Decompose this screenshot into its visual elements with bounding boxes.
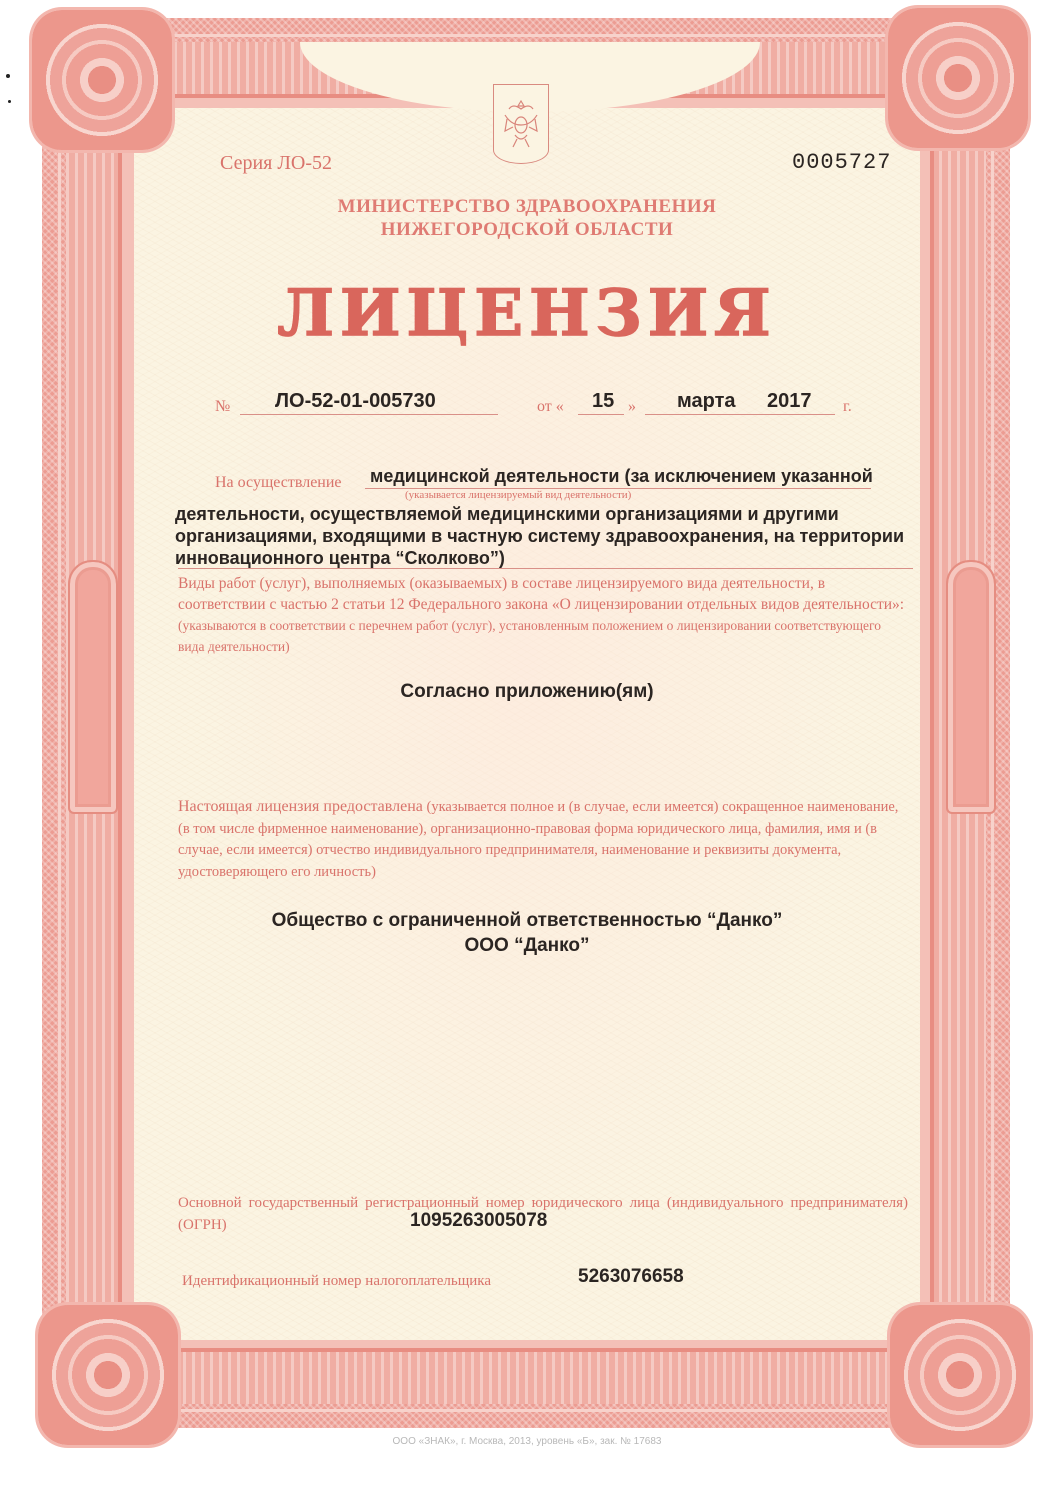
licensee-block bbox=[178, 796, 908, 883]
corner-rosette-icon bbox=[890, 1305, 1030, 1445]
inn-value: 5263076658 bbox=[578, 1266, 684, 1287]
day-underline bbox=[578, 414, 624, 415]
coat-of-arms-icon bbox=[493, 84, 549, 164]
work-types-hint: (указываются в соответствии с перечнем работ (услуг), установленным положением о лицензировании соответствующего вида деятельности) bbox=[178, 618, 881, 654]
series-label: Серия ЛО-52 bbox=[220, 152, 333, 174]
issue-day: 15 bbox=[592, 390, 615, 412]
right-pillar-ornament bbox=[946, 560, 996, 814]
scan-speck bbox=[6, 74, 10, 78]
printer-imprint: ООО «ЗНАК», г. Москва, 2013, уровень «Б», зак. № 17683 bbox=[392, 1436, 662, 1447]
activity-line1: медицинской деятельности (за исключением указанной bbox=[370, 466, 873, 486]
corner-rosette-icon bbox=[888, 8, 1028, 148]
number-sign: № bbox=[215, 398, 231, 415]
licensee-short-name: ООО “Данко” bbox=[464, 935, 590, 956]
serial-number: 0005727 bbox=[792, 150, 892, 175]
ogrn-value: 1095263005078 bbox=[410, 1210, 548, 1231]
ministry-name-line2: НИЖЕГОРОДСКОЙ ОБЛАСТИ bbox=[380, 219, 674, 240]
work-types-block bbox=[178, 573, 908, 657]
left-pillar-ornament bbox=[68, 560, 118, 814]
activity-end-underline bbox=[178, 568, 913, 569]
document-title: ЛИЦЕНЗИЯ bbox=[134, 276, 920, 351]
activity-continuation: деятельности, осуществляемой медицинскими организациями и другими организациями, входящими в частную систему здравоохранения, на территории инновационного центра “Сколково”) bbox=[175, 504, 905, 568]
licensee-hint: (указывается полное и (в случае, если имеется) сокращенное наименование, (в том числе фирменное наименование), организационно-правовая форма юридического лица, фамилия, имя и (в случае, если имеется) отчество индивидуального предпринимателя, наименование и реквизиты документа, удостоверяющего его личность) bbox=[178, 799, 899, 880]
ogrn-label: Основной государственный регистрационный номер юридического лица (индивидуального предпринимателя) (ОГРН) bbox=[178, 1195, 908, 1233]
month-year-underline bbox=[645, 414, 835, 415]
issue-year: 2017 bbox=[767, 390, 812, 412]
work-types-label: Виды работ (услуг), выполняемых (оказываемых) в составе лицензируемого вида деятельности, в соответствии с частью 2 статьи 12 Федерального закона «О лицензировании отдельных видов деятельности»: bbox=[178, 575, 905, 613]
activity-label: На осуществление bbox=[215, 474, 342, 491]
inn-label: Идентификационный номер налогоплательщика bbox=[182, 1273, 492, 1289]
ministry-name-line1: МИНИСТЕРСТВО ЗДРАВООХРАНЕНИЯ bbox=[337, 196, 717, 217]
year-suffix: г. bbox=[843, 398, 852, 415]
corner-rosette-icon bbox=[38, 1305, 178, 1445]
issue-month: марта bbox=[677, 390, 736, 412]
quote-close: » bbox=[628, 398, 636, 415]
licensee-label: Настоящая лицензия предоставлена bbox=[178, 798, 423, 815]
activity-hint: (указывается лицензируемый вид деятельности) bbox=[405, 489, 632, 501]
from-label: от « bbox=[537, 398, 564, 415]
licensee-full-name: Общество с ограниченной ответственностью “Данко” bbox=[271, 910, 783, 931]
work-types-value: Согласно приложению(ям) bbox=[400, 681, 654, 702]
license-number-underline bbox=[240, 414, 498, 415]
scan-speck bbox=[8, 100, 11, 103]
corner-rosette-icon bbox=[32, 10, 172, 150]
license-number: ЛО-52-01-005730 bbox=[275, 390, 436, 412]
